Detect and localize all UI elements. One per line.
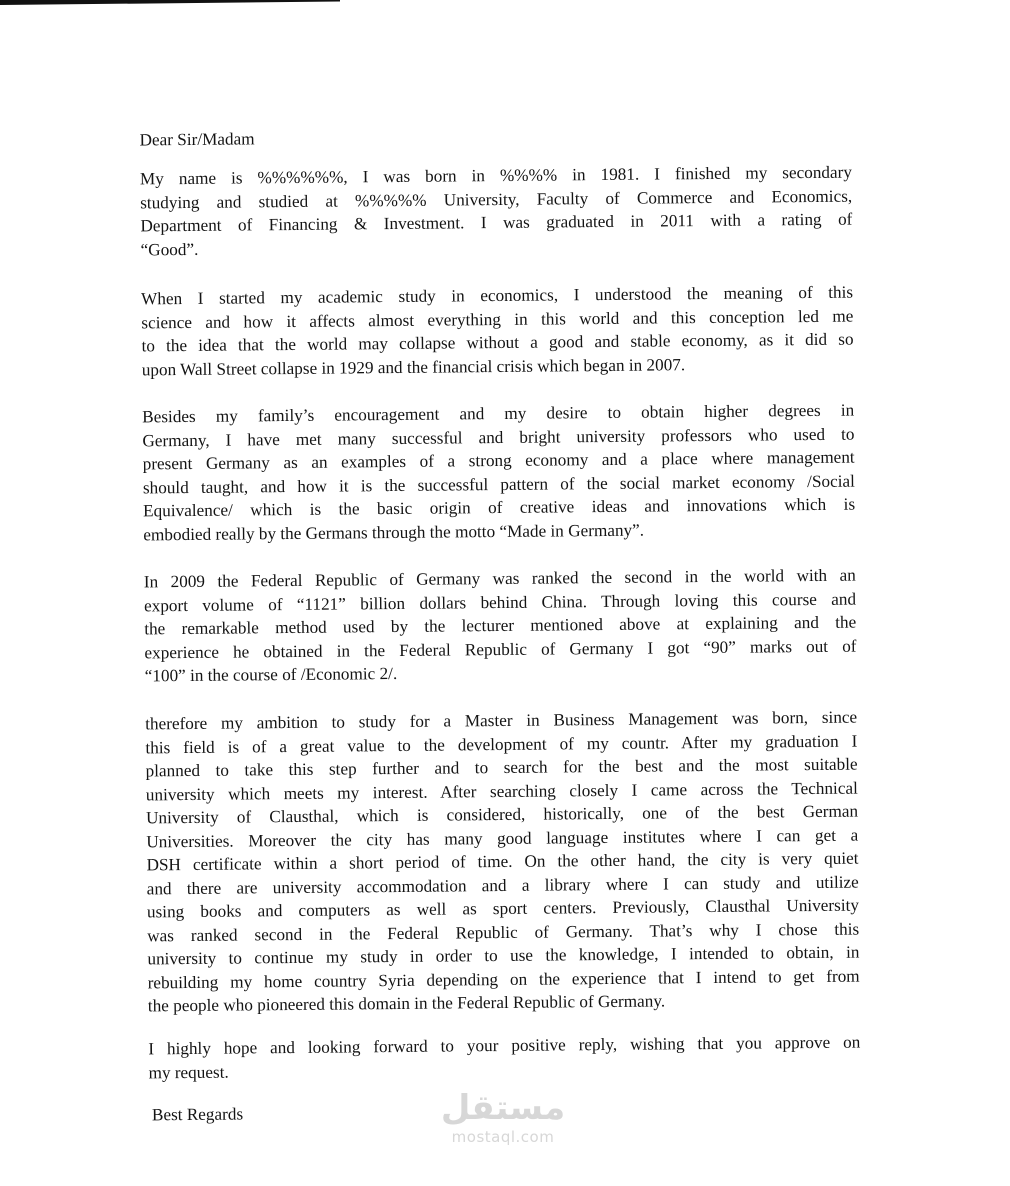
paragraph-introduction <box>140 161 853 262</box>
text-line: “Good”. <box>140 239 199 259</box>
paragraph-closing <box>148 1031 860 1085</box>
text-line: therefore my ambition to study for a Master in Business Management was born, since <box>145 707 858 734</box>
text-line: university which meets my interest. After searching closely I came across the Technical <box>145 778 858 804</box>
text-line: experience he obtained in the Federal Republic of Germany I got “90” marks out of <box>144 636 857 662</box>
watermark-logo: مستقل <box>440 1088 566 1128</box>
watermark-domain: mostaql.com <box>451 1128 555 1146</box>
paragraph-ambition <box>145 706 860 1018</box>
text-line: DSH certificate within a short period of time. On the other hand, the city is very quiet <box>146 848 859 875</box>
salutation: Dear Sir/Madam <box>139 129 255 150</box>
text-line: Equivalence/ which is the basic origin of creative ideas and innovations which is <box>143 494 856 521</box>
text-line: this field is of a great value to the development of my countr. After my graduation I <box>145 731 858 757</box>
paragraph-economics <box>141 281 854 382</box>
text-line: the people who pioneered this domain in the Federal Republic of Germany. <box>147 991 666 1016</box>
paragraph-export <box>144 564 857 688</box>
text-line: upon Wall Street collapse in 1929 and the financial crisis which began in 2007. <box>141 354 686 379</box>
text-line: Germany, I have met many successful and bright university professors who used to <box>142 424 855 450</box>
text-line: When I started my academic study in economics, I understood the meaning of this <box>141 282 854 309</box>
text-line: “100” in the course of /Economic 2/. <box>144 663 398 686</box>
text-line: My name is %%%%%%, I was born in %%%% in 1981. I finished my secondary <box>139 162 852 189</box>
text-line: university to continue my study in order to use the knowledge, I intended to obtain, in <box>147 942 860 969</box>
text-line: should taught, and how it is the successful pattern of the social market economy /Social <box>142 471 855 497</box>
text-line: using books and computers as well as sport centers. Previously, Clausthal University <box>146 895 860 922</box>
text-line: In 2009 the Federal Republic of Germany was ranked the second in the world with an <box>143 565 856 592</box>
text-line: rebuilding my home country Syria depending on the experience that I intend to get from <box>147 966 860 992</box>
text-line: studying and studied at %%%%% University, Faculty of Commerce and Economics, <box>140 186 853 212</box>
text-line: my request. <box>148 1062 229 1082</box>
text-line: was ranked second in the Federal Republic of Germany. That’s why I chose this <box>147 919 860 945</box>
text-line: present Germany as an examples of a strong economy and a place where management <box>142 447 855 474</box>
text-line: and there are university accommodation and a library where I can study and utilize <box>146 872 859 898</box>
text-line: Universities. Moreover the city has many good language institutes where I can get a <box>146 825 859 851</box>
text-line: Department of Financing & Investment. I was graduated in 2011 with a rating of <box>140 209 853 236</box>
text-line: the remarkable method used by the lecturer mentioned above at explaining and the <box>144 612 857 639</box>
text-line: Besides my family’s encouragement and my desire to obtain higher degrees in <box>142 400 855 427</box>
text-line: export volume of “1121” billion dollars behind China. Through loving this course and <box>143 589 857 615</box>
text-line: planned to take this step further and to search for the best and the most suitable <box>145 754 858 781</box>
paragraph-germany <box>142 399 855 547</box>
text-line: science and how it affects almost everything in this world and this conception led me <box>141 306 854 332</box>
text-line: to the idea that the world may collapse without a good and stable economy, as it did so <box>141 329 854 356</box>
closing: Best Regards <box>151 1104 244 1125</box>
text-line: I highly hope and looking forward to your positive reply, wishing that you approve on <box>148 1032 861 1059</box>
watermark <box>438 1088 568 1158</box>
text-line: embodied really by the Germans through the motto “Made in Germany”. <box>143 520 645 544</box>
text-line: University of Clausthal, which is considered, historically, one of the best German <box>145 801 859 828</box>
